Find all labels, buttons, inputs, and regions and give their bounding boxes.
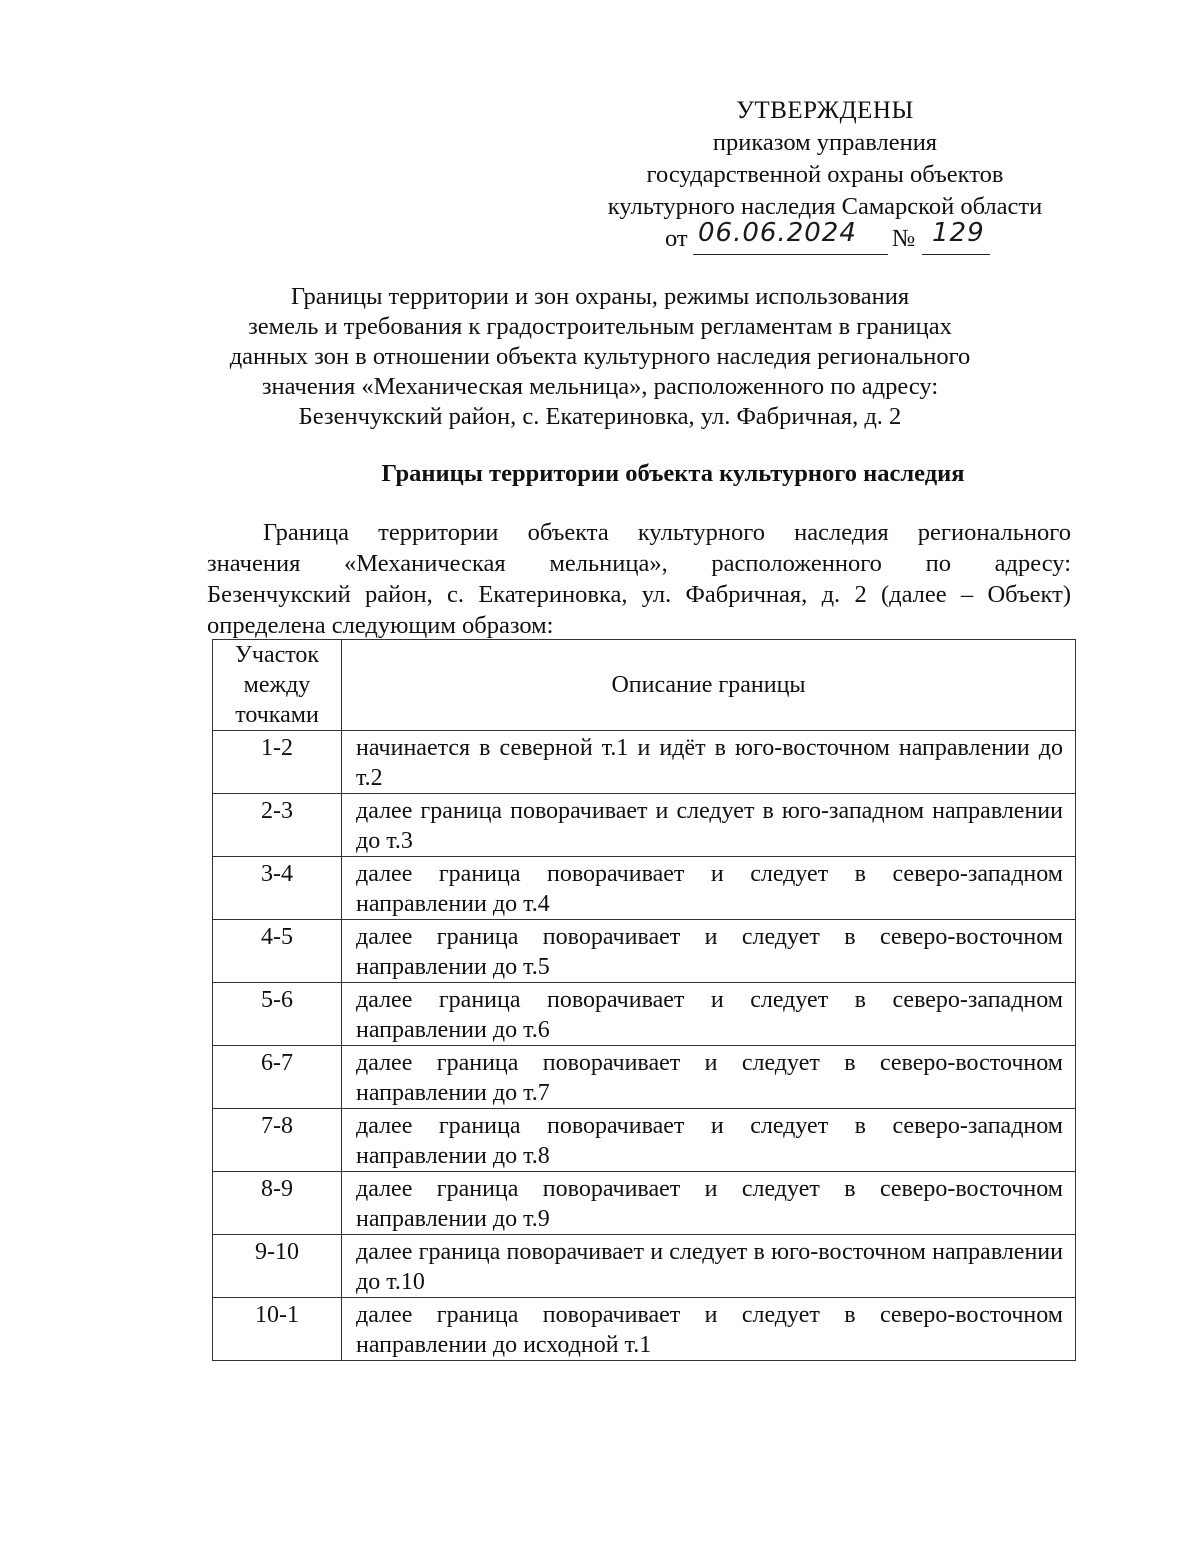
segment-cell: 3-4 xyxy=(213,857,342,920)
segment-cell: 5-6 xyxy=(213,983,342,1046)
description-cell: далее граница поворачивает и следует в северо-восточном направлении до т.7 xyxy=(342,1046,1076,1109)
intro-paragraph xyxy=(207,517,1071,641)
table-row xyxy=(213,1046,1076,1109)
segment-cell: 6-7 xyxy=(213,1046,342,1109)
description-cell: далее граница поворачивает и следует в северо-западном направлении до т.8 xyxy=(342,1109,1076,1172)
description-cell: далее граница поворачивает и следует в юго-восточном направлении до т.10 xyxy=(342,1235,1076,1298)
description-cell: начинается в северной т.1 и идёт в юго-восточном направлении до т.2 xyxy=(342,731,1076,794)
document-title-line: Границы территории и зон охраны, режимы использования xyxy=(290,283,910,310)
order-date-number-line xyxy=(560,218,1090,257)
handwritten-date: 06.06.2024 xyxy=(698,218,857,248)
description-cell: далее граница поворачивает и следует в северо-западном направлении до т.6 xyxy=(342,983,1076,1046)
boundary-table xyxy=(212,639,1076,1361)
table-row xyxy=(213,1235,1076,1298)
description-cell: далее граница поворачивает и следует в северо-западном направлении до т.4 xyxy=(342,857,1076,920)
table-row xyxy=(213,731,1076,794)
table-row xyxy=(213,920,1076,983)
segment-cell: 10-1 xyxy=(213,1298,342,1361)
table-row xyxy=(213,1298,1076,1361)
approval-line-3: культурного наследия Самарской области xyxy=(607,193,1043,220)
handwritten-number: 129 xyxy=(932,218,985,248)
table-row xyxy=(213,857,1076,920)
intro-line: значения «Механическая мельница», расположенного по адресу: xyxy=(207,550,1071,577)
date-label: от xyxy=(665,225,688,252)
table-header-row xyxy=(213,640,1076,731)
segment-cell: 7-8 xyxy=(213,1109,342,1172)
intro-line: определена следующим образом: xyxy=(207,612,554,639)
header-segment: Участок между точками xyxy=(213,640,342,731)
table-row xyxy=(213,983,1076,1046)
segment-cell: 8-9 xyxy=(213,1172,342,1235)
description-cell: далее граница поворачивает и следует в юго-западном направлении до т.3 xyxy=(342,794,1076,857)
approval-line-1: приказом управления xyxy=(712,129,938,156)
document-title-line: земель и требования к градостроительным регламентам в границах xyxy=(248,313,952,340)
segment-cell: 4-5 xyxy=(213,920,342,983)
approval-block xyxy=(560,95,1090,257)
number-label: № xyxy=(892,225,916,252)
description-cell: далее граница поворачивает и следует в северо-восточном направлении до т.9 xyxy=(342,1172,1076,1235)
segment-cell: 2-3 xyxy=(213,794,342,857)
description-cell: далее граница поворачивает и следует в северо-восточном направлении до т.5 xyxy=(342,920,1076,983)
date-underline xyxy=(693,254,888,255)
section-heading: Границы территории объекта культурного наследия xyxy=(381,460,965,487)
segment-cell: 9-10 xyxy=(213,1235,342,1298)
segment-cell: 1-2 xyxy=(213,731,342,794)
approval-title: УТВЕРЖДЕНЫ xyxy=(736,97,914,124)
document-title-line: значения «Механическая мельница», расположенного по адресу: xyxy=(261,373,939,400)
intro-line: Граница территории объекта культурного наследия регионального xyxy=(263,519,1071,546)
approval-line-2: государственной охраны объектов xyxy=(646,161,1004,188)
intro-line: Безенчукский район, с. Екатериновка, ул. Фабричная, д. 2 (далее – Объект) xyxy=(207,581,1071,608)
number-underline xyxy=(922,254,990,255)
document-title-line: Безенчукский район, с. Екатериновка, ул. Фабричная, д. 2 xyxy=(298,403,902,430)
header-description: Описание границы xyxy=(342,640,1076,731)
document-title-line: данных зон в отношении объекта культурного наследия регионального xyxy=(229,343,971,370)
document-title xyxy=(150,282,1050,432)
table-row xyxy=(213,794,1076,857)
table-row xyxy=(213,1172,1076,1235)
description-cell: далее граница поворачивает и следует в северо-восточном направлении до исходной т.1 xyxy=(342,1298,1076,1361)
table-row xyxy=(213,1109,1076,1172)
